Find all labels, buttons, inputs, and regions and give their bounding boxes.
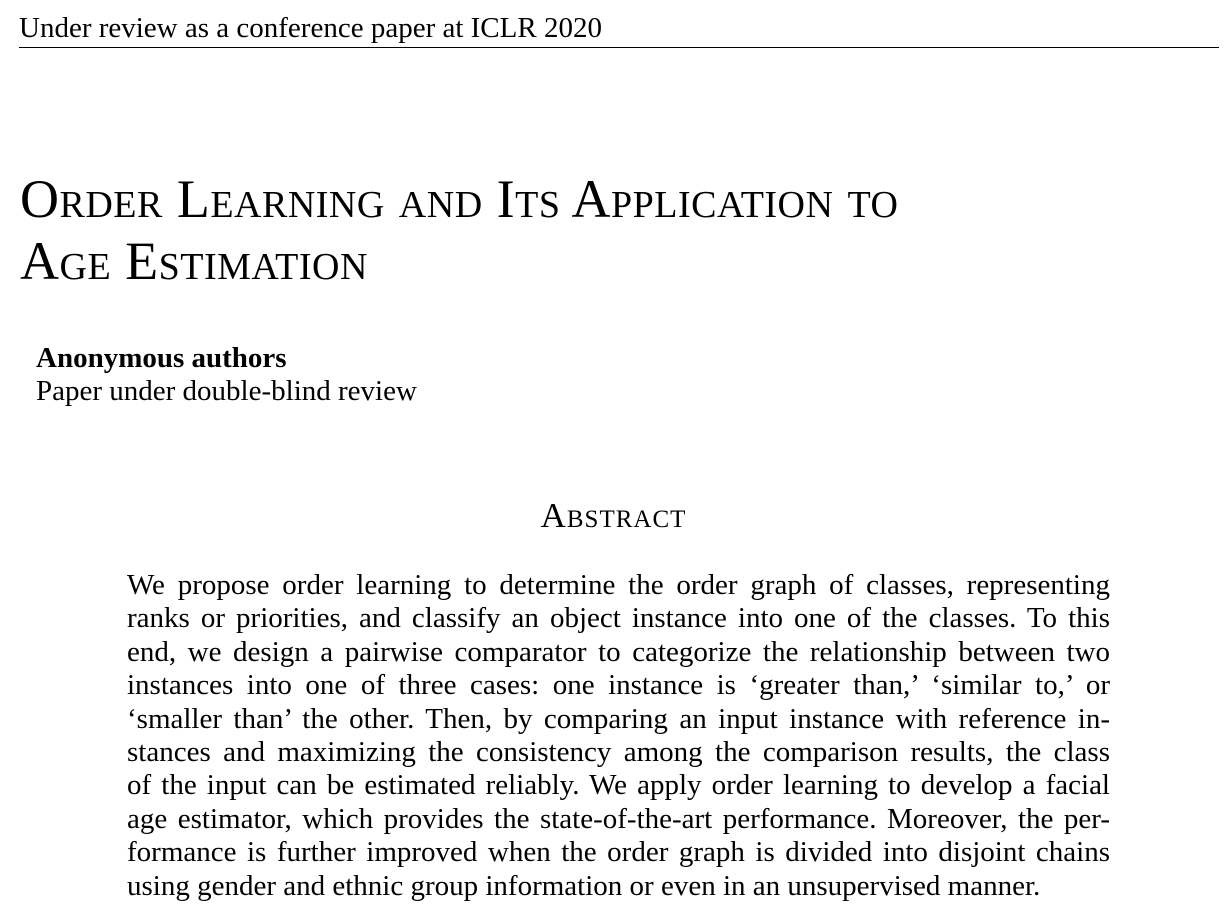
abstract-line: ranks or priorities, and classify an object instance into one of the classes. To this	[127, 602, 1110, 635]
title-line-1: Order Learning and Its Application to	[20, 169, 899, 229]
running-header	[19, 10, 1219, 48]
author-block	[36, 342, 417, 408]
abstract-line: using gender and ethnic group information or even in an unsupervised manner.	[127, 869, 1041, 902]
abstract-body	[127, 569, 1110, 903]
abstract-heading: Abstract	[540, 496, 687, 535]
title-line-2: Age Estimation	[20, 231, 368, 291]
abstract-line: end, we design a pairwise comparator to categorize the relationship between two	[127, 635, 1110, 668]
author-name: Anonymous authors	[36, 342, 287, 374]
abstract-line: ‘smaller than’ the other. Then, by comparing an input instance with reference in-	[127, 702, 1110, 735]
paper-title	[20, 168, 898, 292]
author-affiliation: Paper under double-blind review	[36, 375, 417, 407]
abstract-line: formance is further improved when the order graph is divided into disjoint chains	[127, 836, 1110, 869]
abstract-line: age estimator, which provides the state-of-the-art performance. Moreover, the per-	[127, 802, 1110, 835]
abstract-line: We propose order learning to determine the order graph of classes, representing	[127, 569, 1110, 601]
abstract-line: instances into one of three cases: one instance is ‘greater than,’ ‘similar to,’ or	[127, 669, 1110, 702]
abstract-line: of the input can be estimated reliably. We apply order learning to develop a facial	[127, 769, 1110, 802]
running-head-text: Under review as a conference paper at ICLR 2020	[19, 12, 602, 44]
abstract-line: stances and maximizing the consistency among the comparison results, the class	[127, 736, 1110, 769]
